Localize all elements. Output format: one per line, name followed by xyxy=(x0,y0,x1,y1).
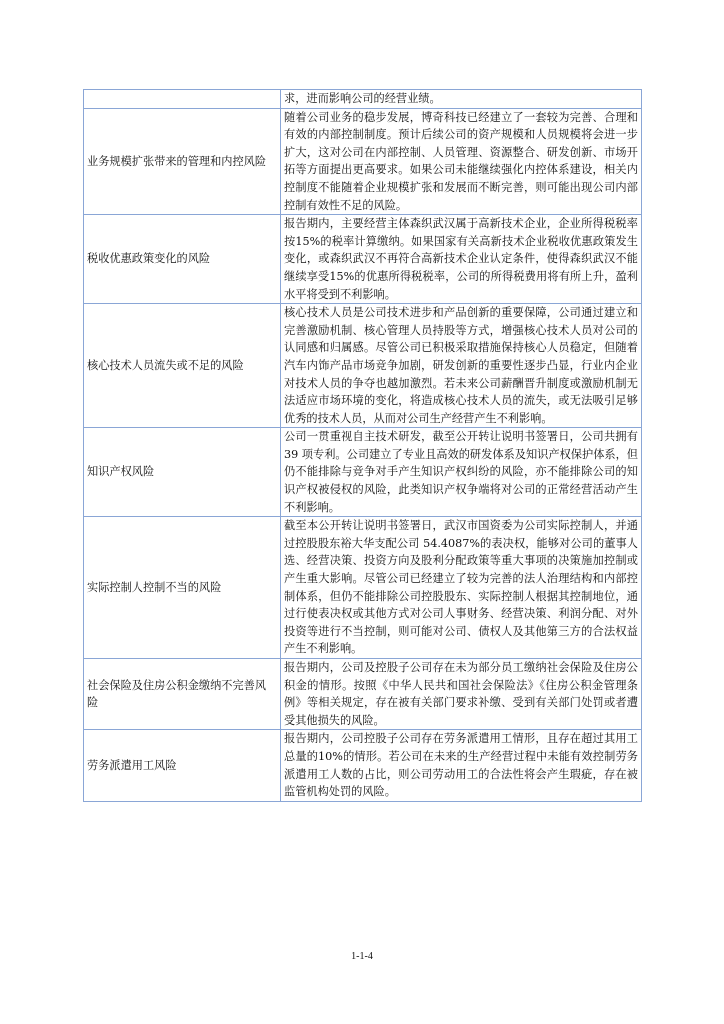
risk-name-cell: 社会保险及住房公积金缴纳不完善风险 xyxy=(84,659,281,730)
table-row xyxy=(84,730,642,801)
risk-name-cell: 业务规模扩张带来的管理和内控风险 xyxy=(84,108,281,215)
risk-name-cell: 劳务派遣用工风险 xyxy=(84,730,281,801)
table-row xyxy=(84,517,642,659)
risk-name-cell: 核心技术人员流失或不足的风险 xyxy=(84,304,281,428)
risk-name-cell: 税收优惠政策变化的风险 xyxy=(84,215,281,304)
risk-description-cell: 公司一贯重视自主技术研发，截至公开转让说明书签署日，公司共拥有 39 项专利。公司建立了专业且高效的研发体系及知识产权保护体系，但仍不能排除与竞争对手产生知识产权纠纷的风险，亦不能排除公司的知识产权被侵权的风险，此类知识产权争端将对公司的正常经营活动产生不利影响。 xyxy=(281,428,642,517)
table-row xyxy=(84,108,642,215)
risk-description-cell: 核心技术人员是公司技术进步和产品创新的重要保障，公司通过建立和完善激励机制、核心管理人员持股等方式，增强核心技术人员对公司的认同感和归属感。尽管公司已积极采取措施保持核心人员稳定，但随着汽车内饰产品市场竞争加剧，研发创新的重要性逐步凸显，行业内企业对技术人员的争夺也越加激烈。若未来公司薪酬晋升制度或激励机制无法适应市场环境的变化，将造成核心技术人员的流失，或无法吸引足够优秀的技术人员，从而对公司生产经营产生不利影响。 xyxy=(281,304,642,428)
risk-description-cell: 报告期内，主要经营主体森织武汉属于高新技术企业，企业所得税税率按15%的税率计算缴纳。如果国家有关高新技术企业税收优惠政策发生变化，或森织武汉不再符合高新技术企业认定条件，使得森织武汉不能继续享受15%的优惠所得税税率，公司的所得税费用将有所上升，盈利水平将受到不利影响。 xyxy=(281,215,642,304)
risk-description-cell: 截至本公开转让说明书签署日，武汉市国资委为公司实际控制人，并通过控股股东裕大华支配公司 54.4087%的表决权，能够对公司的董事人选、经营决策、投资方向及股利分配政策等重大事项的决策施加控制或产生重大影响。尽管公司已经建立了较为完善的法人治理结构和内部控制体系，但仍不能排除公司控股股东、实际控制人根据其控制地位，通过行使表决权或其他方式对公司人事财务、经营决策、利润分配、对外投资等进行不当控制，则可能对公司、债权人及其他第三方的合法权益产生不利影响。 xyxy=(281,517,642,659)
risk-name-cell: 知识产权风险 xyxy=(84,428,281,517)
table-row xyxy=(84,659,642,730)
table-row xyxy=(84,304,642,428)
risk-description-cell: 报告期内，公司控股子公司存在劳务派遣用工情形，且存在超过其用工总量的10%的情形。若公司在未来的生产经营过程中未能有效控制劳务派遣用工人数的占比，则公司劳动用工的合法性将会产生瑕疵，存在被监管机构处罚的风险。 xyxy=(281,730,642,801)
risk-description-cell: 随着公司业务的稳步发展，博奇科技已经建立了一套较为完善、合理和有效的内部控制制度。预计后续公司的资产规模和人员规模将会进一步扩大，这对公司在内部控制、人员管理、资源整合、研发创新、市场开拓等方面提出更高要求。如果公司未能继续强化内控体系建设，相关内控制度不能随着企业规模扩张和发展而不断完善，则可能出现公司内部控制有效性不足的风险。 xyxy=(281,108,642,215)
risk-description-cell: 求，进而影响公司的经营业绩。 xyxy=(281,90,642,109)
table-row xyxy=(84,428,642,517)
page-number: 1-1-4 xyxy=(351,951,373,962)
table-row xyxy=(84,215,642,304)
risk-factor-table xyxy=(83,89,642,802)
risk-name-cell: 实际控制人控制不当的风险 xyxy=(84,517,281,659)
risk-name-cell xyxy=(84,90,281,109)
table-row xyxy=(84,90,642,109)
risk-description-cell: 报告期内，公司及控股子公司存在未为部分员工缴纳社会保险及住房公积金的情形。按照《中华人民共和国社会保险法》《住房公积金管理条例》等相关规定，存在被有关部门要求补缴、受到有关部门处罚或者遭受其他损失的风险。 xyxy=(281,659,642,730)
